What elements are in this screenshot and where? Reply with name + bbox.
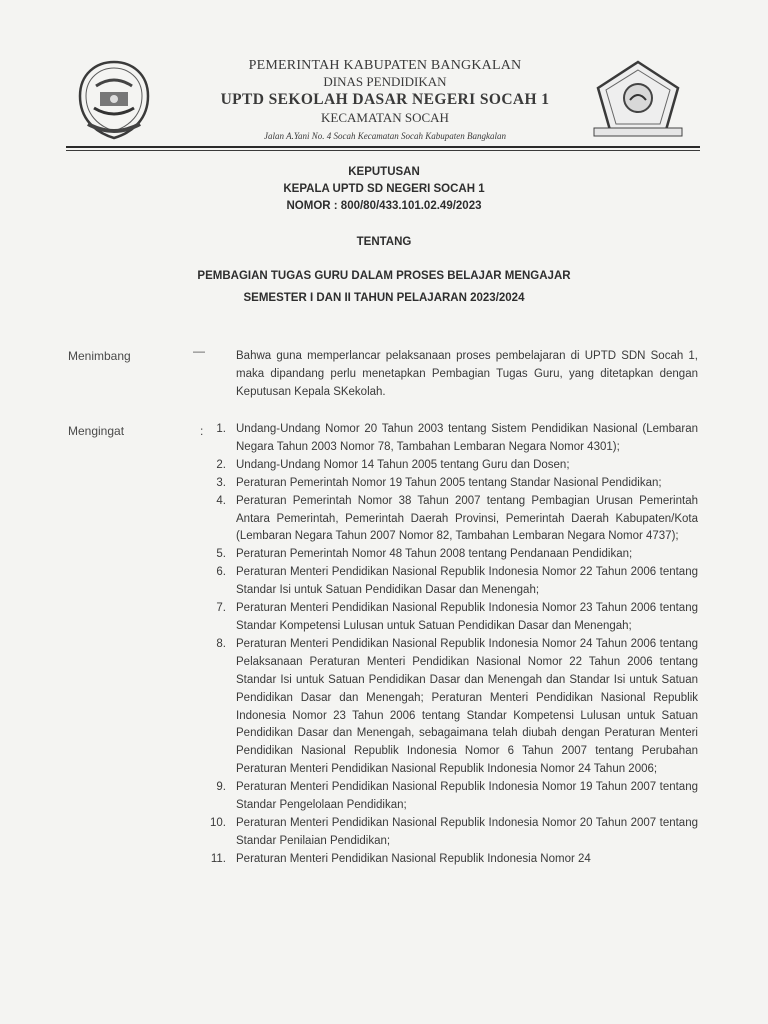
letterhead-district: KECAMATAN SOCAH (321, 110, 449, 125)
list-item-number: 7. (216, 602, 226, 615)
letterhead-department: DINAS PENDIDIKAN (323, 74, 447, 89)
school-emblem-icon (590, 58, 686, 140)
list-item-text: Peraturan Menteri Pendidikan Nasional Republik Indonesia Nomor 19 Tahun 2007 tentang Standar Pengelolaan Pendidikan; (236, 781, 698, 812)
decree-number: NOMOR : 800/80/433.101.02.49/2023 (286, 200, 482, 212)
letterhead-rule-thick (66, 146, 700, 148)
list-item-text: Peraturan Pemerintah Nomor 38 Tahun 2007 tentang Pembagian Urusan Pemerintah Antara Pemerintah, Pemerintah Daerah Provinsi, Pemerintah Daerah Kabupaten/Kota (Lembaran Negara Tahun 2007 Nomor 82, Tambahan Lembaran Negara Nomor 4737); (236, 494, 698, 543)
letterhead-rule-thin (66, 150, 700, 151)
mengingat-list (200, 421, 698, 869)
list-item-number: 1. (216, 423, 226, 435)
list-item-number: 4. (216, 494, 226, 507)
list-item (200, 851, 698, 869)
list-item (200, 779, 698, 815)
decree-subject-line2: SEMESTER I DAN II TAHUN PELAJARAN 2023/2024 (243, 292, 525, 304)
list-item (200, 600, 698, 636)
list-item (200, 564, 698, 600)
decree-about-label: TENTANG (356, 236, 412, 248)
letterhead (180, 58, 590, 143)
decree-subject-line1: PEMBAGIAN TUGAS GURU DALAM PROSES BELAJAR MENGAJAR (197, 270, 571, 282)
list-item-number: 8. (216, 637, 226, 650)
list-item (200, 493, 698, 547)
list-item-number: 2. (216, 458, 226, 471)
list-item-number: 10. (210, 816, 226, 829)
menimbang-text: Bahwa guna memperlancar pelaksanaan proses pembelajaran di UPTD SDN Socah 1, maka dipandang perlu menetapkan Pembagian Tugas Guru, yang ditetapkan dengan Keputusan Kepala SKekolah. (236, 350, 698, 399)
menimbang-separator: — (193, 344, 205, 358)
list-item (200, 421, 698, 457)
letterhead-school: UPTD SEKOLAH DASAR NEGERI SOCAH 1 (220, 91, 550, 108)
list-item-number: 3. (216, 476, 226, 489)
mengingat-label: Mengingat (68, 424, 125, 438)
list-item-text: Undang-Undang Nomor 14 Tahun 2005 tentang Guru dan Dosen; (236, 458, 570, 471)
list-item-text: Peraturan Menteri Pendidikan Nasional Republik Indonesia Nomor 24 (236, 852, 591, 865)
list-item-number: 5. (216, 548, 226, 561)
list-item (200, 546, 698, 564)
list-item-text: Peraturan Pemerintah Nomor 48 Tahun 2008 tentang Pendanaan Pendidikan; (236, 548, 633, 561)
list-item (200, 475, 698, 493)
list-item-text: Peraturan Menteri Pendidikan Nasional Republik Indonesia Nomor 23 Tahun 2006 tentang Standar Kompetensi Lulusan untuk Satuan Pendidikan Dasar dan Menengah; (236, 602, 698, 632)
list-item-text: Peraturan Pemerintah Nomor 19 Tahun 2005 tentang Standar Nasional Pendidikan; (236, 476, 662, 489)
list-item-number: 9. (216, 781, 226, 794)
list-item-number: 11. (210, 852, 226, 865)
list-item-text: Peraturan Menteri Pendidikan Nasional Republik Indonesia Nomor 22 Tahun 2006 tentang Standar Isi untuk Satuan Pendidikan Dasar dan Menengah; (236, 566, 698, 597)
letterhead-address: Jalan A.Yani No. 4 Socah Kecamatan Socah Kabupaten Bangkalan (264, 131, 506, 141)
list-item-number: 6. (216, 566, 226, 579)
list-item (200, 457, 698, 475)
menimbang-label: Menimbang (68, 349, 131, 363)
list-item-text: Peraturan Menteri Pendidikan Nasional Republik Indonesia Nomor 20 Tahun 2007 tentang Standar Penilaian Pendidikan; (236, 816, 698, 847)
list-item (200, 815, 698, 851)
list-item-text: Peraturan Menteri Pendidikan Nasional Republik Indonesia Nomor 24 Tahun 2006 tentang Pelaksanaan Peraturan Menteri Pendidikan Nasional Nomor 22 Tahun 2006 tentang Standar Isi untuk Satuan Pendidikan Dasar dan Menengah dan Standar Isi untuk Satuan Pendidikan Dasar dan Menengah; Peraturan Menteri Pendidikan Nasional Republik Indonesia Nomor 23 Tahun 2006 tentang Standar Kompetensi Lulusan untuk Satuan Pendidikan Dasar dan Menengah, sebagaimana telah diubah dengan Peraturan Menteri Pendidikan Nasional Republik Indonesia Nomor 6 Tahun 2007 tentang Perubahan Peraturan Menteri Pendidikan Nasional Republik Indonesia Nomor 24 Tahun 2006; (236, 637, 698, 776)
decree-issuer: KEPALA UPTD SD NEGERI SOCAH 1 (283, 183, 485, 195)
decree-heading: KEPUTUSAN (348, 166, 420, 178)
regency-emblem-icon (74, 58, 154, 142)
letterhead-government: PEMERINTAH KABUPATEN BANGKALAN (248, 58, 522, 73)
list-item (200, 636, 698, 779)
list-item-text: Undang-Undang Nomor 20 Tahun 2003 tentang Sistem Pendidikan Nasional (Lembaran Negara Tahun 2003 Nomor 78, Tambahan Lembaran Negara Nomor 4301); (236, 423, 698, 453)
mengingat-separator: : (200, 424, 204, 438)
